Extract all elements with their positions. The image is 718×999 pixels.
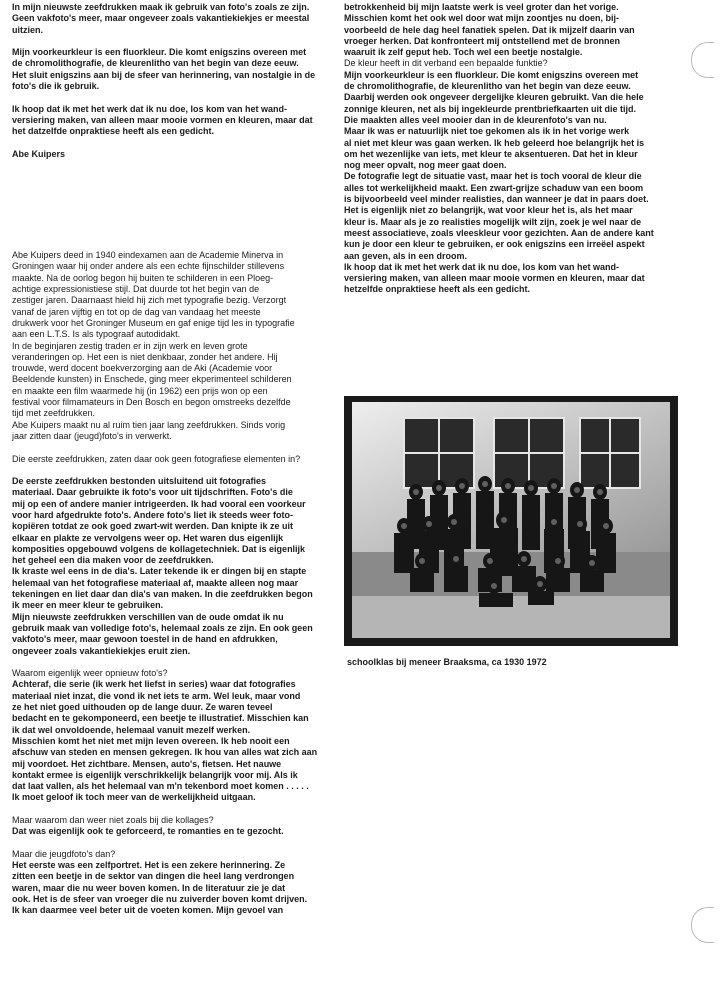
answer-2: Achteraf, die serie (ik werk het liefst in series) waar dat fotografies materiaal niet inzat, die vond ik net iets te arm. Wel leuk, maar vond ze het niet goed uithouden op de lange duur. Ze waren teveel bedacht en te gekomponeerd, een beetje te illustratief. Misschien kan ik dat wel onvoldoende, helemaal vanuit mezelf werken. Misschien komt het niet met mijn leven overeen. Ik heb nooit een afschuw van steden en mensen gekregen. Ik hou van alles wat zich aan mij voordoet. Het zichtbare. Mensen, auto's, fietsen. Het nauwe kontakt ermee is eigenlijk verschrikkelijk belangrijk voor mij. Als ik dat laat vallen, als het helemaal van m'n tekenbord moet komen . . . . . Ik moet geloof ik toch meer van de werkelijkheid uitgaan. xyxy=(12,679,318,803)
intro-paragraph-3: Ik hoop dat ik met het werk dat ik nu doe, los kom van het wand- versiering maken, van alleen maar mooie vormen en kleuren, maar dat het datzelfde onpraktiese heeft als een gedicht. xyxy=(12,103,313,137)
class-photo-image xyxy=(344,396,678,646)
question-2: Waarom eigenlijk weer opnieuw foto's? xyxy=(12,668,168,679)
class-photo xyxy=(344,396,678,646)
answer-1: De eerste zeefdrukken bestonden uitsluitend uit fotografies materiaal. Daar gebruikte ik foto's voor uit tijdschriften. Foto's die mij op een of andere manier intrigeerden. Ik had vooral een voorkeur voor hard afgedrukte foto's. Andere foto's liet ik steeds weer foto- kopiëren totdat ze ook goed zwart-wit werden. Dan knipte ik ze uit elkaar en plakte ze vervolgens weer op. Het waren dus eigenlijk komposities opgebouwd volgens de kollagetechniek. Dat is eigenlijk het geheel een dia maken voor de zeefdrukken. Ik kraste wel eens in de dia's. Later tekende ik er dingen bij en stapte helemaal van het fotografiese materiaal af, maakte alleen nog maar tekeningen en liet daar dan dia's van maken. In die zeefdrukken begon ik meer en meer kleur te gebruiken. Mijn nieuwste zeefdrukken verschillen van de oude omdat ik nu gebruik maak van volledige foto's, helemaal zoals ze zijn. En ook geen vakfoto's meer, maar gewoon toestel in de hand en afdrukken, ongeveer zoals vakantiekiekjes eruit zien. xyxy=(12,476,313,656)
punch-hole-top xyxy=(691,42,714,78)
photo-caption: schoolklas bij meneer Braaksma, ca 1930 1972 xyxy=(347,657,547,667)
answer-3: Dat was eigenlijk ook te geforceerd, te romanties en te gezocht. xyxy=(12,826,284,837)
question-4: Maar die jeugdfoto's dan? xyxy=(12,848,116,859)
right-column xyxy=(344,2,678,307)
biography: Abe Kuipers deed in 1940 eindexamen aan de Academie Minerva in Groningen waar hij onder andere als een echte fijnschilder stillevens maakte. Na de oorlog begon hij buiten te schilderen in een Ploeg- achtige expressionistiese stijl. Dat duurde tot het begin van de zestiger jaren. Daarnaast hield hij zich met typografie bezig. Verzorgt vanaf de jaren vijftig en tot op de dag van vandaag het meeste drukwerk voor het Groninger Museum en gaf enige tijd les in typografie aan een L.T.S. Is als typograaf autodidakt. In de beginjaren zestig traden er in zijn werk en leven grote veranderingen op. Het een is niet denkbaar, zonder het andere. Hij trouwde, werd docent boekverzorging aan de Aki (Academie voor Beeldende kunsten) in Enschede, ging meer ekperimenteel schilderen en maakte een film waarmede hij (in 1962) een prijs won op een festival voor filmamateurs in Den Bosch en begon omstreeks dezelfde tijd met zeefdrukken. Abe Kuipers maakt nu al ruim tien jaar lang zeefdrukken. Sinds vorig jaar zitten daar (jeugd)foto's in verwerkt. xyxy=(12,250,295,441)
question-3: Maar waarom dan weer niet zoals bij die kollages? xyxy=(12,815,214,825)
punch-hole-bottom xyxy=(691,907,714,943)
answer-4: Het eerste was een zelfportret. Het is een zekere herinnering. Ze zitten een beetje in de sektor van dingen die heel lang verdrongen waren, maar die nu weer boven komen. In de literatuur zie je dat ook. Het is de sfeer van vroeger die nu zuiverder boven komt drijven. Ik kan daarmee veel beter uit de voeten komen. Mijn gevoel van xyxy=(12,860,308,916)
intro-paragraph-2: Mijn voorkeurkleur is een fluorkleur. Die komt enigszins overeen met de chromolithografie, de kleurenlitho van het begin van deze eeuw. Het sluit enigszins aan bij de sfeer van herinnering, van nostalgie in de foto's die ik gebruik. xyxy=(12,47,316,92)
answer-5: Mijn voorkeurkleur is een fluorkleur. Die komt enigszins overeen met de chromolithografie, de kleurenlitho van het begin van deze eeuw. Daarbij werden ook ongeveer dergelijke kleuren gebruikt. Van die hele zonnige kleuren, net als bij ingekleurde prentbriefkaarten uit die tijd. Die maakten alles veel mooier dan in de kleurenfoto's van nu. Maar ik was er natuurlijk niet toe gekomen als ik in het vorige werk al niet met kleur was gaan werken. Ik heb geleerd hoe belangrijk het is om het wezenlijke van iets, met kleur te aksentueren. Dat het in kleur nog meer opvalt, nog meer gaat doen. De fotografie legt de situatie vast, maar het is toch vooral de kleur die alles tot werkelijkheid maakt. Een zwart-grijze schaduw van een boom is bijvoorbeeld veel minder realisties, dan wanneer je dat in paars doet. Het is eigenlijk niet zo belangrijk, wat voor kleur het is, als het maar kleur is. Maar als je zo realisties mogelijk wilt zijn, zoek je wel naar de meest associatieve, zoals vleeskleur voor gezichten. Aan de andere kant kun je door een kleur te gebruiken, er ook enigszins een irreëel aspekt aan geven, als in een droom. Ik hoop dat ik met het werk dat ik nu doe, los kom van het wand- versiering maken, van alleen maar mooie vormen en kleuren, maar dat hetzelfde onpraktiese heeft als een gedicht. xyxy=(344,69,654,295)
author-name: Abe Kuipers xyxy=(12,148,66,159)
question-5: De kleur heeft in dit verband een bepaalde funktie? xyxy=(344,58,548,69)
answer-4-continued: betrokkenheid bij mijn laatste werk is veel groter dan het vorige. Misschien komt het ook wel door wat mijn zoontjes nu doen, bij- voorbeeld de hele dag heel fanatiek spelen. Dat ik mijzelf daarin van vroeger herken. Dat konfronteert mij ontstellend met de bronnen waaruit ik zelf geput heb. Toch wel een beetje nostalgie. xyxy=(344,2,635,58)
intro-paragraph-1: In mijn nieuwste zeefdrukken maak ik gebruik van foto's zoals ze zijn. Geen vakfoto's meer, maar ongeveer zoals vakantiekiekjes er meestal uitzien. xyxy=(12,2,310,35)
left-column xyxy=(12,2,336,917)
question-1: Die eerste zeefdrukken, zaten daar ook geen fotografiese elementen in? xyxy=(12,453,301,464)
